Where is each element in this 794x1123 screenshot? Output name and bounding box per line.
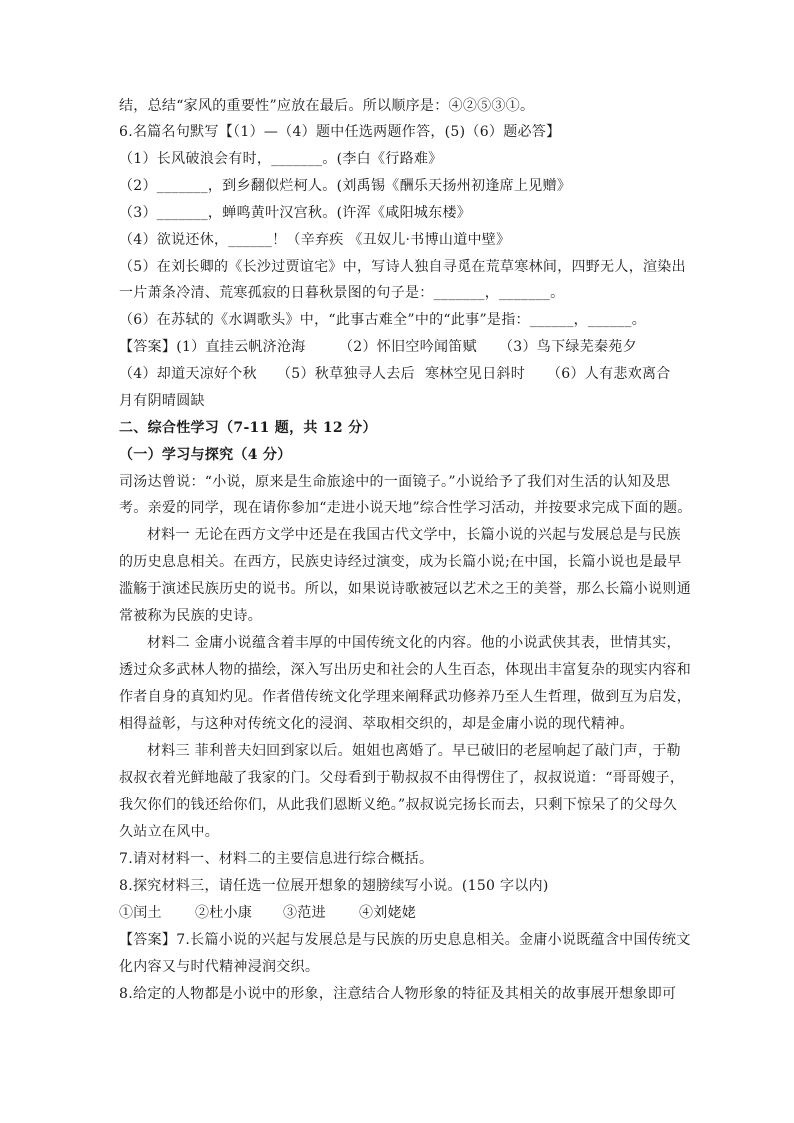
question-6-item-3: （3）_______，蝉鸣黄叶汉宫秋。(许浑《咸阳城东楼》: [119, 205, 472, 221]
question-6-title: 6.名篇名句默写【（1）—（4）题中任选两题作答，(5)（6）题必答】: [119, 124, 561, 140]
material-1-cont: 的历史息息相关。在西方，民族史诗经过演变，成为长篇小说;在中国，长篇小说也是最早: [119, 554, 682, 570]
question-8-options: [119, 903, 416, 923]
option-item: ③范进: [283, 905, 326, 921]
answer-7: 【答案】7.长篇小说的兴起与发展总是与民族的历史息息相关。金庸小说既蕴含中国传统文: [119, 932, 691, 948]
subsection-heading: （一）学习与探究（4 分）: [119, 447, 292, 463]
question-6-item-6: （6）在苏轼的《水调歌头》中，“此事古难全”中的“此事”是指：______，______。: [119, 312, 647, 328]
answer-item: （3）鸟下绿芜秦苑夕: [499, 339, 637, 355]
material-3-cont: 久站立在风中。: [119, 824, 220, 840]
material-2-cont: 透过众多武林人物的描绘，深入写出历史和社会的人生百态，体现出丰富复杂的现实内容和: [119, 662, 691, 678]
question-8: 8.探究材料三，请任选一位展开想象的翅膀续写小说。(150 字以内): [119, 878, 549, 894]
material-3-cont: 叔叔衣着光鲜地敲了我家的门。父母看到于勒叔叔不由得愣住了，叔叔说道：“哥哥嫂子，: [119, 770, 685, 786]
option-item: ②杜小康: [195, 905, 253, 921]
question-6-item-5-cont: 一片萧条冷清、荒寒孤寂的日暮秋景图的句子是：_______，_______。: [119, 285, 565, 301]
answer-item: 【答案】(1）直挂云帆济沧海: [119, 339, 306, 355]
text-line: 结，总结“家风的重要性”应放在最后。所以顺序是：④②⑤③①。: [119, 98, 535, 114]
answer-item: （6）人有悲欢离合: [547, 366, 671, 382]
answer-6-row-3: 月有阴晴圆缺: [119, 393, 205, 409]
answer-8: 8.给定的人物都是小说中的形象，注意结合人物形象的特征及其相关的故事展开想象即可: [119, 986, 677, 1002]
intro-text: 考。亲爱的同学，现在请你参加“走进小说天地”综合性学习活动，并按要求完成下面的题。: [119, 500, 692, 516]
section-2-heading: 二、综合性学习（7-11 题，共 12 分）: [119, 420, 377, 436]
material-2-cont: 作者自身的真知灼见。作者借传统文化学理来阐释武功修养乃至人生哲理，做到互为启发，: [119, 689, 691, 705]
answer-item: （2）怀旧空吟闻笛赋: [339, 339, 477, 355]
material-3: 材料三 菲利普夫妇回到家以后。姐姐也离婚了。早已破旧的老屋响起了敲门声，于勒: [147, 743, 681, 759]
question-6-item-5: （5）在刘长卿的《长沙过贾谊宅》中，写诗人独自寻觅在荒草寒林间，四野无人，渲染出: [119, 259, 686, 275]
material-1-cont: 常被称为民族的史诗。: [119, 608, 262, 624]
material-1: 材料一 无论在西方文学中还是在我国古代文学中，长篇小说的兴起与发展总是与民族: [147, 527, 681, 543]
question-6-item-2: （2）_______，到乡翻似烂柯人。(刘禹锡《酬乐天扬州初逢席上见赠》: [119, 178, 572, 194]
question-6-item-4: （4）欲说还休，______！（辛弃疾 《丑奴儿·书博山道中壁》: [119, 232, 511, 248]
option-item: ④刘姥姥: [359, 905, 417, 921]
question-6-item-1: （1）长风破浪会有时，_______。(李白《行路难》: [119, 151, 443, 167]
answer-6-row-2: [119, 364, 671, 384]
answer-7-cont: 化内容又与时代精神浸润交织。: [119, 959, 320, 975]
question-7: 7.请对材料一、材料二的主要信息进行综合概括。: [119, 851, 434, 867]
answer-item: 寒林空见日斜时: [425, 366, 526, 382]
material-2-cont: 相得益彰，与这种对传统文化的浸润、萃取相交织的，却是金庸小说的现代精神。: [119, 716, 634, 732]
material-2: 材料二 金庸小说蕴含着丰厚的中国传统文化的内容。他的小说武侠其表，世情其实，: [147, 635, 681, 651]
material-3-cont: 我欠你们的钱还给你们，从此我们恩断义绝。”叔叔说完扬长而去，只剩下惊呆了的父母久: [119, 797, 678, 813]
option-item: ①闰土: [119, 905, 162, 921]
answer-item: （4）却道天凉好个秋: [119, 366, 257, 382]
intro-text: 司汤达曾说：“小说，原来是生命旅途中的一面镜子。”小说给予了我们对生活的认知及思: [119, 474, 671, 490]
answer-item: （5）秋草独寻人去后: [277, 366, 415, 382]
material-1-cont: 滥觞于演述民族历史的说书。所以，如果说诗歌被冠以艺术之王的美誉，那么长篇小说则通: [119, 581, 691, 597]
answer-6-row-1: [119, 337, 637, 357]
